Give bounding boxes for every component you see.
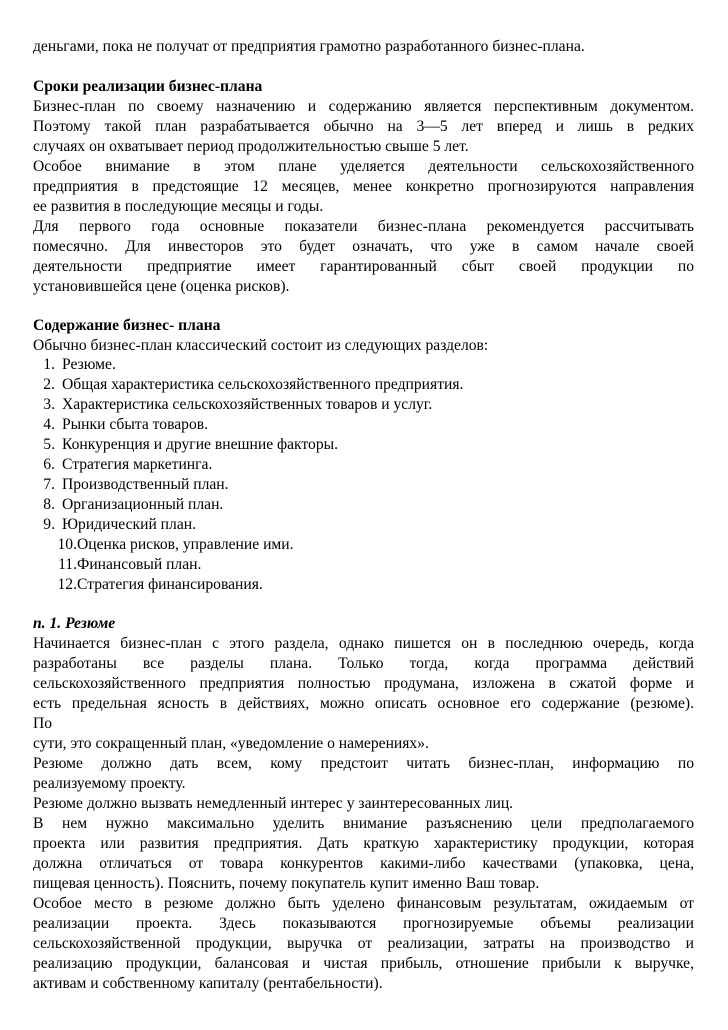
paragraph-line: активам и собственному капиталу (рентабельности). [33,975,383,992]
paragraph-line: сельскохозяйственного предприятия полностью продумана, изложена в сжатой форме и [33,675,694,692]
paragraph-line: деятельности предприятие имеет гарантированный сбыт своей продукции по [33,258,694,275]
list-item: 5. Конкуренция и другие внешние факторы. [43,436,338,453]
paragraph-line: проекта или развития предприятия. Дать краткую характеристику продукции, которая [33,835,694,852]
paragraph-line: предприятия в предстоящие 12 месяцев, менее конкретно прогнозируются направления [33,178,694,195]
paragraph-line: сути, это сокращенный план, «уведомление о намерениях». [33,735,429,752]
paragraph-line: сельскохозяйственной продукции, выручка от реализации, затраты на производство и [33,935,694,952]
paragraph-line: Особое место в резюме должно быть уделено финансовым результатам, ожидаемым от [33,895,694,912]
paragraph-line: Поэтому такой план разрабатывается обычно на 3—5 лет вперед и лишь в редких [33,118,694,135]
paragraph-line: реализацию продукции, балансовая и чистая прибыль, отношение прибыли к выручке, [33,955,694,972]
paragraph-line: Бизнес-план по своему назначению и содержанию является перспективным документом. [33,98,694,115]
list-item: 10.Оценка рисков, управление ими. [57,536,294,553]
list-item: 2. Общая характеристика сельскохозяйственного предприятия. [43,376,464,393]
list-item: 12.Стратегия финансирования. [57,576,263,593]
paragraph-line: Особое внимание в этом плане уделяется деятельности сельскохозяйственного [33,158,694,175]
list-item: 8. Организационный план. [43,496,224,513]
paragraph-line: Начинается бизнес-план с этого раздела, однако пишется он в последнюю очередь, когда [33,635,694,652]
list-item: 4. Рынки сбыта товаров. [43,416,209,433]
section-heading-timing: Сроки реализации бизнес-плана [33,78,263,95]
list-item: 9. Юридический план. [43,516,196,533]
paragraph-line: ее развития в последующие месяцы и годы. [33,198,324,215]
paragraph-line: В нем нужно максимально уделить внимание разъяснению цели предполагаемого [33,815,694,832]
paragraph-line: реализуемому проекту. [33,775,186,792]
list-item: 11.Финансовый план. [58,556,202,573]
intro-line: деньгами, пока не получат от предприятия грамотно разработанного бизнес-плана. [33,38,585,55]
section-heading-contents: Содержание бизнес- плана [33,317,221,334]
list-intro: Обычно бизнес-план классический состоит из следующих разделов: [33,337,489,354]
paragraph-line: установившейся цене (оценка рисков). [33,278,290,295]
paragraph-line: пищевая ценность). Пояснить, почему покупатель купит именно Ваш товар. [33,875,540,892]
section-heading-summary: п. 1. Резюме [33,615,116,632]
paragraph-line: должна отличаться от товара конкурентов какими-либо качествами (упаковка, цена, [33,855,694,872]
paragraph-line: помесячно. Для инвесторов это будет означать, что уже в самом начале своей [33,238,694,255]
list-item: 7. Производственный план. [43,476,229,493]
list-item: 6. Стратегия маркетинга. [43,456,213,473]
list-item: 1. Резюме. [43,356,116,373]
paragraph-line: случаях он охватывает период продолжительностью свыше 5 лет. [33,138,469,155]
paragraph-line: Резюме должно вызвать немедленный интерес у заинтересованных лиц. [33,795,514,812]
paragraph-line: По [33,715,53,732]
paragraph-line: разработаны все разделы плана. Только тогда, когда программа действий [33,655,694,672]
paragraph-line: реализации проекта. Здесь показываются прогнозируемые объемы реализации [33,915,694,932]
paragraph-line: Для первого года основные показатели бизнес-плана рекомендуется рассчитывать [33,218,694,235]
list-item: 3. Характеристика сельскохозяйственных товаров и услуг. [43,396,433,413]
paragraph-line: Резюме должно дать всем, кому предстоит читать бизнес-план, информацию по [33,755,694,772]
paragraph-line: есть предельная ясность в действиях, можно описать основное его содержание (резюме). [33,695,694,712]
